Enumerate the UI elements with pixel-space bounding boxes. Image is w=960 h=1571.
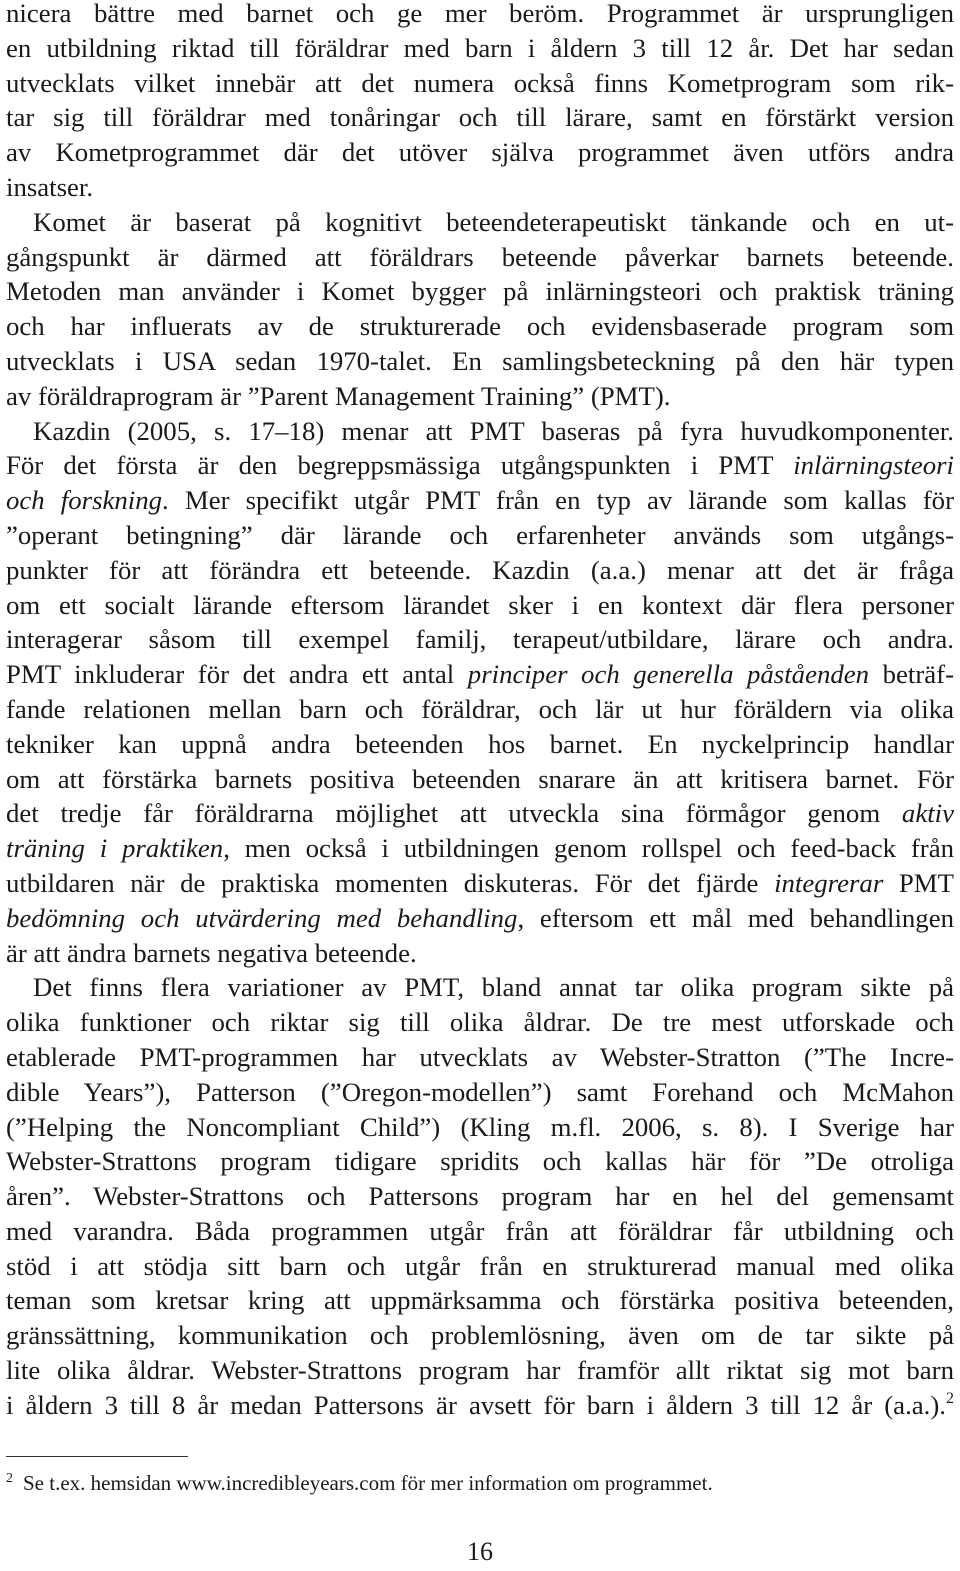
text-line: etablerade PMT-programmen har utvecklats av Webster-Stratton (”The Incre- [6,1041,954,1072]
text-run: För det första är den begreppsmässiga utgångspunkten i PMT [6,450,794,481]
text-line: dible Years”), Patterson (”Oregon-modellen”) samt Forehand och McMahon [6,1076,954,1107]
text-line: med varandra. Båda programmen utgår från att föräldrar får utbildning och [6,1215,954,1246]
footnote-reference[interactable]: 2 [946,1389,954,1407]
text-line: Webster-Strattons program tidigare spridits och kallas här för ”De otroliga [6,1146,954,1177]
text-line: av föräldraprogram är ”Parent Management Training” (PMT). [6,380,671,411]
text-line: olika funktioner och riktar sig till olika åldrar. De tre mest utforskade och [6,1007,954,1038]
italic-run: inlärningsteori [793,450,954,481]
text-line [6,483,954,518]
text-line: Komet är baserat på kognitivt beteendeterapeutiskt tänkande och en ut- [33,206,954,237]
text-line: Det finns flera variationer av PMT, bland annat tar olika program sikte på [33,972,954,1003]
text-line: av Kometprogrammet där det utöver själva programmet även utförs andra [6,137,954,168]
text-line: är att ändra barnets negativa beteende. [6,937,417,968]
italic-run: principer och generella påståenden [467,659,870,690]
text-run: PMT [883,867,954,898]
text-line [6,866,954,901]
text-line [6,831,954,866]
text-line: utvecklats i USA sedan 1970-talet. En samlingsbeteckning på den här typen [6,345,954,376]
text-line: nicera bättre med barnet och ge mer beröm. Programmet är ursprungligen [6,0,954,28]
footnote-text: Se t.ex. hemsidan www.incredibleyears.com för mer information om programmet. [23,1471,713,1495]
italic-run: integrerar [774,867,884,898]
footnote-divider [6,1456,188,1457]
text-run: , men också i utbildningen genom rollspel och feed-back från [223,833,955,864]
text-line: gångspunkt är därmed att föräldrars beteende påverkar barnets beteende. [6,241,954,272]
text-line: fande relationen mellan barn och föräldrar, och lär ut hur föräldern via olika [6,693,954,724]
text-run: i åldern 3 till 8 år medan Pattersons är avsett för barn i åldern 3 till 12 år (a.a.). [6,1389,946,1420]
body-text [6,0,954,1423]
text-line: punkter för att förändra ett beteende. Kazdin (a.a.) menar att det är fråga [6,554,954,585]
text-line: och har influerats av de strukturerade och evidensbaserade program som [6,311,954,342]
italic-run: bedömning och utvärdering med behandling [6,902,518,933]
text-line: åren”. Webster-Strattons och Pattersons program har en hel del gemensamt [6,1181,954,1212]
text-run: beträf- [869,659,954,690]
footnote-number: 2 [6,1471,13,1486]
text-line: stöd i att stödja sitt barn och utgår från en strukturerad manual med olika [6,1250,954,1281]
italic-run: och forskning [6,485,163,516]
text-line: interagerar såsom till exempel familj, terapeut/utbildare, lärare och andra. [6,624,954,655]
text-run: utbildaren när de praktiska momenten diskuteras. För det fjärde [6,867,775,898]
text-line: en utbildning riktad till föräldrar med barn i åldern 3 till 12 år. Det har sedan [6,32,954,63]
italic-run: aktiv [901,798,954,829]
text-line [6,901,954,936]
text-line [6,657,954,692]
text-line: ”operant betingning” där lärande och erfarenheter används som utgångs- [6,519,954,550]
text-line: Metoden man använder i Komet bygger på inlärningsteori och praktisk träning [6,276,954,307]
footnote [6,1467,954,1503]
text-run: , eftersom ett mål med behandlingen [517,902,954,933]
text-line: insatser. [6,171,94,202]
text-line: tar sig till föräldrar med tonåringar och till lärare, samt en förstärkt version [6,102,954,133]
text-line: gränssättning, kommunikation och problemlösning, även om de tar sikte på [6,1320,954,1351]
text-run: PMT inkluderar för det andra ett antal [6,659,468,690]
italic-run: träning i praktiken [6,833,224,864]
text-line: (”Helping the Noncompliant Child”) (Kling m.fl. 2006, s. 8). I Sverige har [6,1111,954,1142]
text-run: . Mer specifikt utgår PMT från en typ av lärande som kallas för [162,485,954,516]
text-line: utvecklats vilket innebär att det numera också finns Kometprogram som rik- [6,67,954,98]
text-line: om ett socialt lärande eftersom lärandet sker i en kontext där flera personer [6,589,954,620]
page-number: 16 [467,1537,493,1566]
text-line: lite olika åldrar. Webster-Strattons program har framför allt riktat sig mot barn [6,1355,954,1386]
text-line: tekniker kan uppnå andra beteenden hos barnet. En nyckelprincip handlar [6,728,954,759]
text-line: om att förstärka barnets positiva beteenden snarare än att kritisera barnet. För [6,763,954,794]
text-run: det tredje får föräldrarna möjlighet att utveckla sina förmågor genom [6,798,902,829]
text-line: Kazdin (2005, s. 17–18) menar att PMT baseras på fyra huvudkomponenter. [33,415,954,446]
text-line: teman som kretsar kring att uppmärksamma och förstärka positiva beteenden, [6,1285,954,1316]
text-line [6,796,954,831]
text-line [6,1388,954,1423]
text-line [6,448,954,483]
